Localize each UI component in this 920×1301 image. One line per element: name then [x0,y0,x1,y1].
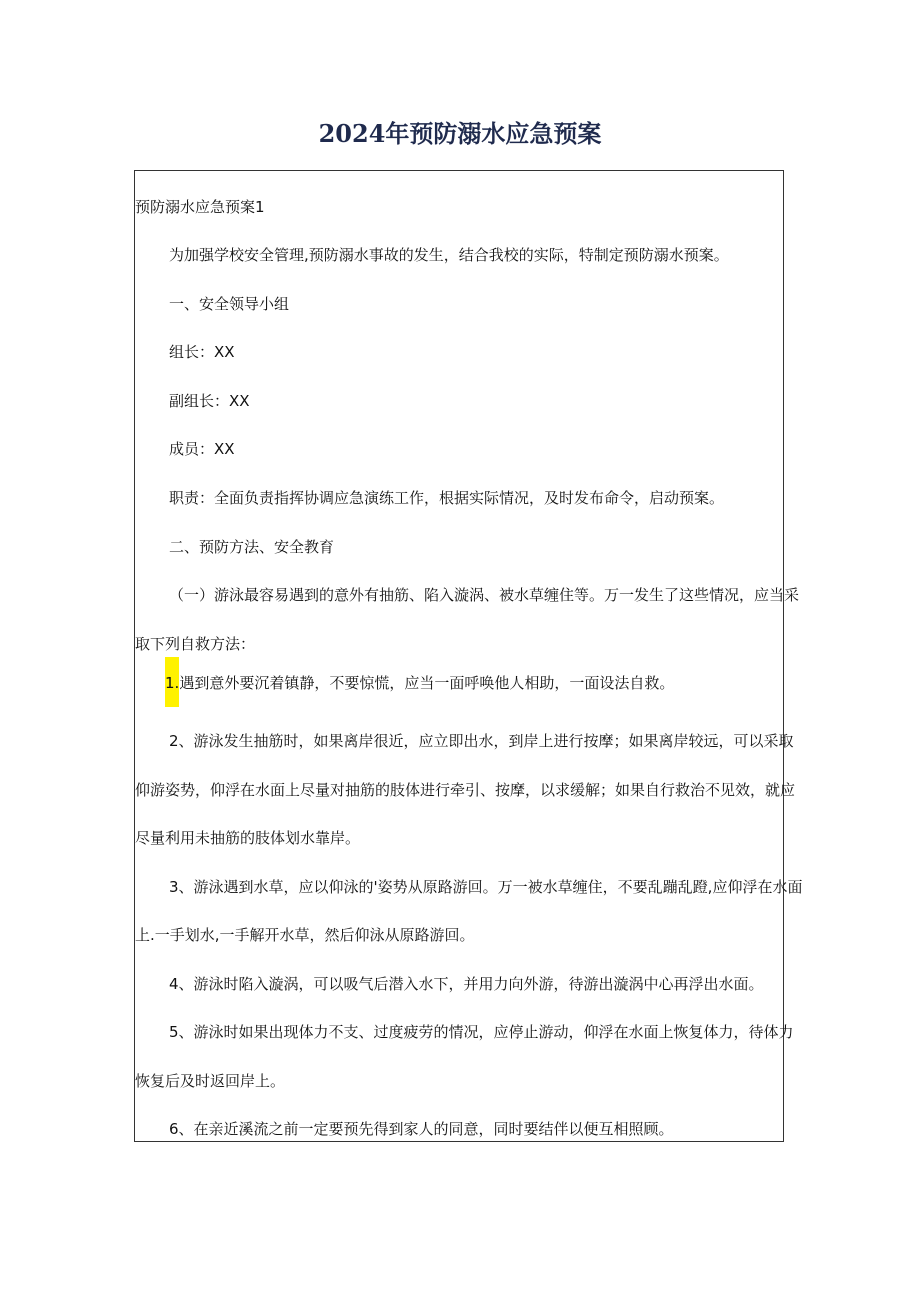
part2-title: 二、预防方法、安全教育 [169,538,335,556]
item5-line1: 5、游泳时如果出现体力不支、过度疲劳的情况，应停止游动，仰浮在水面上恢复体力，待体力 [169,1023,794,1041]
members-line: 成员：XX [169,440,235,458]
item6-line: 6、在亲近溪流之前一定要预先得到家人的同意，同时要结伴以便互相照顾。 [169,1120,674,1138]
section-heading: 预防溺水应急预案1 [135,198,265,216]
part1-title: 一、安全领导小组 [169,295,290,313]
item5-line2: 恢复后及时返回岸上。 [135,1072,286,1090]
item3-line2: 上.一手划水,一手解开水草，然后仰泳从原路游回。 [135,926,475,944]
sub1-line1: （一）游泳最容易遇到的意外有抽筋、陷入漩涡、被水草缠住等。万一发生了这些情况，应当采 [169,586,800,604]
deputy-line: 副组长：XX [169,392,250,410]
duties-line: 职责：全面负责指挥协调应急演练工作，根据实际情况，及时发布命令，启动预案。 [169,489,725,507]
item2-line1: 2、游泳发生抽筋时，如果离岸很近，应立即出水，到岸上进行按摩；如果离岸较远，可以采取 [169,732,794,750]
sub1-line2: 取下列自救方法： [135,635,256,653]
intro-paragraph: 为加强学校安全管理,预防溺水事故的发生，结合我校的实际，特制定预防溺水预案。 [169,246,729,264]
document-title: 2024年预防溺水应急预案 [318,119,602,148]
item2-line2: 仰游姿势，仰浮在水面上尽量对抽筋的肢体进行牵引、按摩，以求缓解；如果自行救治不见效，就应 [135,781,796,799]
item1-number-highlight: 1. [165,657,179,707]
item3-line1: 3、游泳遇到水草，应以仰泳的'姿势从原路游回。万一被水草缠住，不要乱蹦乱蹬,应仰浮在水面 [169,878,803,896]
item1 [167,657,674,707]
leader-line: 组长：XX [169,343,235,361]
item2-line3: 尽量利用未抽筋的肢体划水靠岸。 [135,829,361,847]
content-box [134,170,803,1142]
item4-line: 4、游泳时陷入漩涡，可以吸气后潜入水下，并用力向外游，待游出漩涡中心再浮出水面。 [169,975,764,993]
item1-text: 遇到意外要沉着镇静，不要惊慌，应当一面呼唤他人相助，一面设法自救。 [179,674,675,692]
